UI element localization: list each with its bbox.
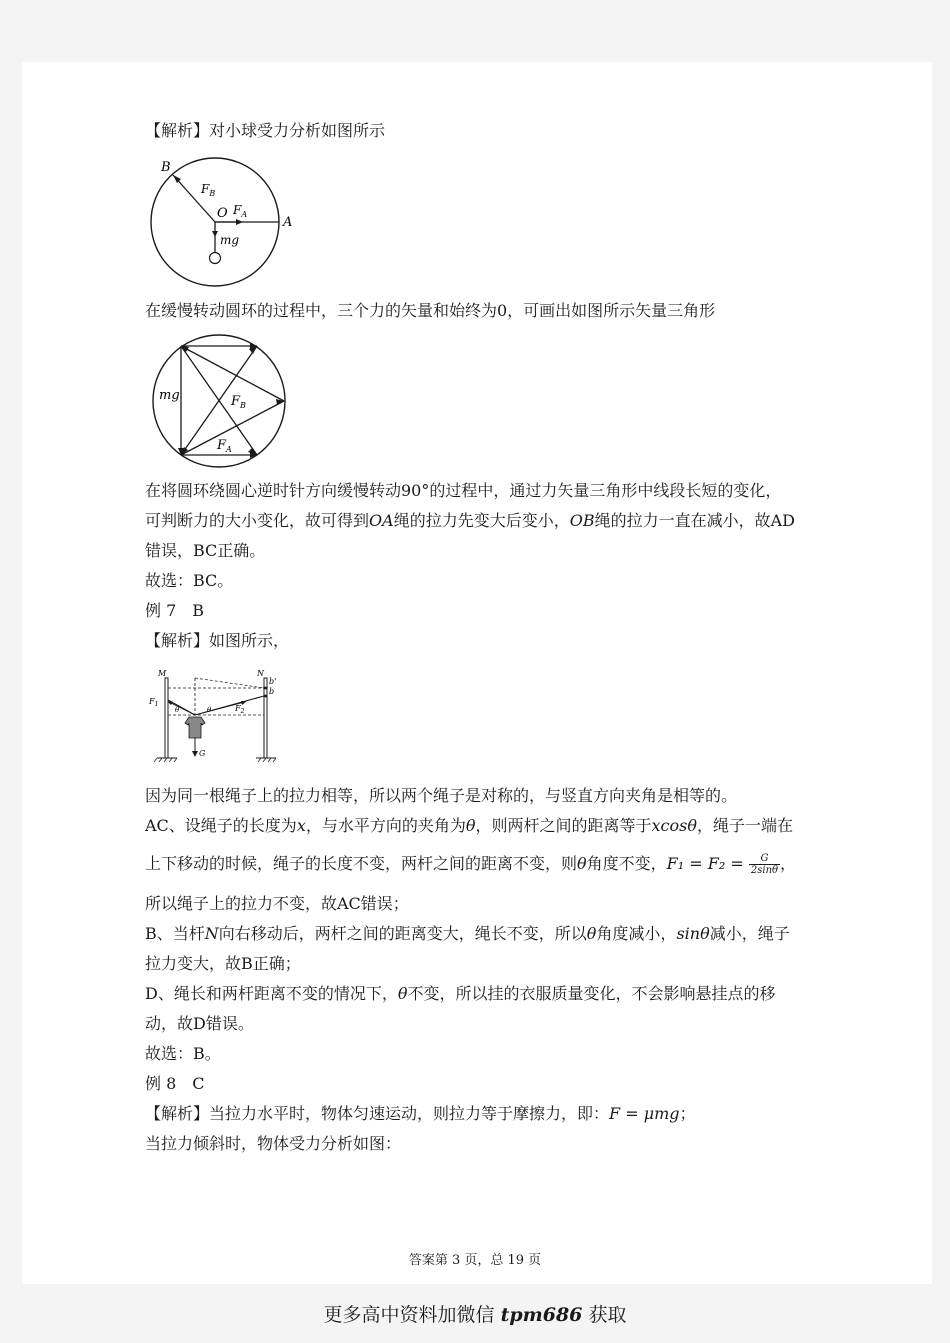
example-7-heading: 【解析】如图所示， xyxy=(145,631,290,650)
fig1-label-mg: mg xyxy=(220,233,240,247)
fig1-label-B: B xyxy=(161,160,171,175)
ex7-p2: AC、设绳子的长度为x，与水平方向的夹角为θ，则两杆之间的距离等于xcosθ，绳子一端在 xyxy=(145,816,793,835)
fig1-label-A: A xyxy=(283,215,293,230)
ex7-p4: 所以绳子上的拉力不变，故AC错误； xyxy=(145,894,409,913)
example-8-title: 例 8 C xyxy=(145,1074,205,1093)
fig3-label-b: b xyxy=(269,687,275,696)
fig2-label-FB: $F_B$ xyxy=(231,394,246,410)
answer-2: 故选：B。 xyxy=(145,1044,221,1063)
ex7-p7: D、绳长和两杆距离不变的情况下，θ不变，所以挂的衣服质量变化，不会影响悬挂点的移 xyxy=(145,984,776,1003)
ex7-p1: 因为同一根绳子上的拉力相等，所以两个绳子是对称的，与竖直方向夹角是相等的。 xyxy=(145,786,738,805)
fig3-label-G: G xyxy=(199,749,206,758)
fig3-label-theta-left: θ xyxy=(175,706,180,714)
figure-ball-force-diagram xyxy=(145,155,305,290)
analysis-heading-1: 【解析】对小球受力分析如图所示 xyxy=(145,121,386,140)
example-8-p1: 当拉力倾斜时，物体受力分析如图： xyxy=(145,1134,402,1153)
fraction-G-over-2sin: $\frac{G}{2\sin\theta}$ xyxy=(750,853,779,876)
ex7-p3: 上下移动的时候，绳子的长度不变，两杆之间的距离不变，则θ角度不变，F₁ = F₂ = $\frac{G}{2\sin\theta}$ ， xyxy=(145,853,797,876)
fig2-label-mg: mg xyxy=(159,388,180,403)
fig3-label-N: N xyxy=(257,669,264,678)
wechat-id: tpm686 xyxy=(500,1304,583,1326)
footer-ad: 更多高中资料加微信 tpm686 获取 xyxy=(323,1304,627,1326)
fig2-label-FA: $F_A$ xyxy=(217,438,232,454)
fig3-label-F2: $F_2$ xyxy=(235,704,245,715)
fig3-label-F1: $F_1$ xyxy=(149,697,159,708)
answer-1: 故选：BC。 xyxy=(145,571,234,590)
para-rotation-1: 在将圆环绕圆心逆时针方向缓慢转动90°的过程中，通过力矢量三角形中线段长短的变化， xyxy=(145,481,782,500)
fig1-label-FA: $F_A$ xyxy=(233,203,248,219)
fig3-label-M: M xyxy=(158,669,167,678)
fig3-label-b-prime: b' xyxy=(269,677,277,686)
para-vector-sum: 在缓慢转动圆环的过程中，三个力的矢量和始终为0，可画出如图所示矢量三角形 xyxy=(145,301,716,320)
ex7-p5: B、当杆N向右移动后，两杆之间的距离变大，绳长不变，所以θ角度减小，sinθ减小，绳子 xyxy=(145,924,790,943)
figure-vector-triangle xyxy=(145,333,293,469)
ex7-p6: 拉力变大，故B正确； xyxy=(145,954,301,973)
fig1-label-FB: $F_B$ xyxy=(201,182,216,198)
figure-clothesline xyxy=(145,666,285,766)
page-number: 答案第 3 页，总 19 页 xyxy=(408,1253,542,1268)
example-7-title: 例 7 B xyxy=(145,601,205,620)
fig1-label-O: O xyxy=(217,206,228,221)
example-8-heading: 【解析】当拉力水平时，物体匀速运动，则拉力等于摩擦力，即：F = μmg； xyxy=(145,1104,696,1123)
para-rotation-3: 错误，BC正确。 xyxy=(145,541,266,560)
ex7-p8: 动，故D错误。 xyxy=(145,1014,254,1033)
fig3-label-theta-right: θ xyxy=(207,706,212,714)
para-rotation-2: 可判断力的大小变化，故可得到OA绳的拉力先变大后变小，OB绳的拉力一直在减小，故AD xyxy=(145,511,795,530)
